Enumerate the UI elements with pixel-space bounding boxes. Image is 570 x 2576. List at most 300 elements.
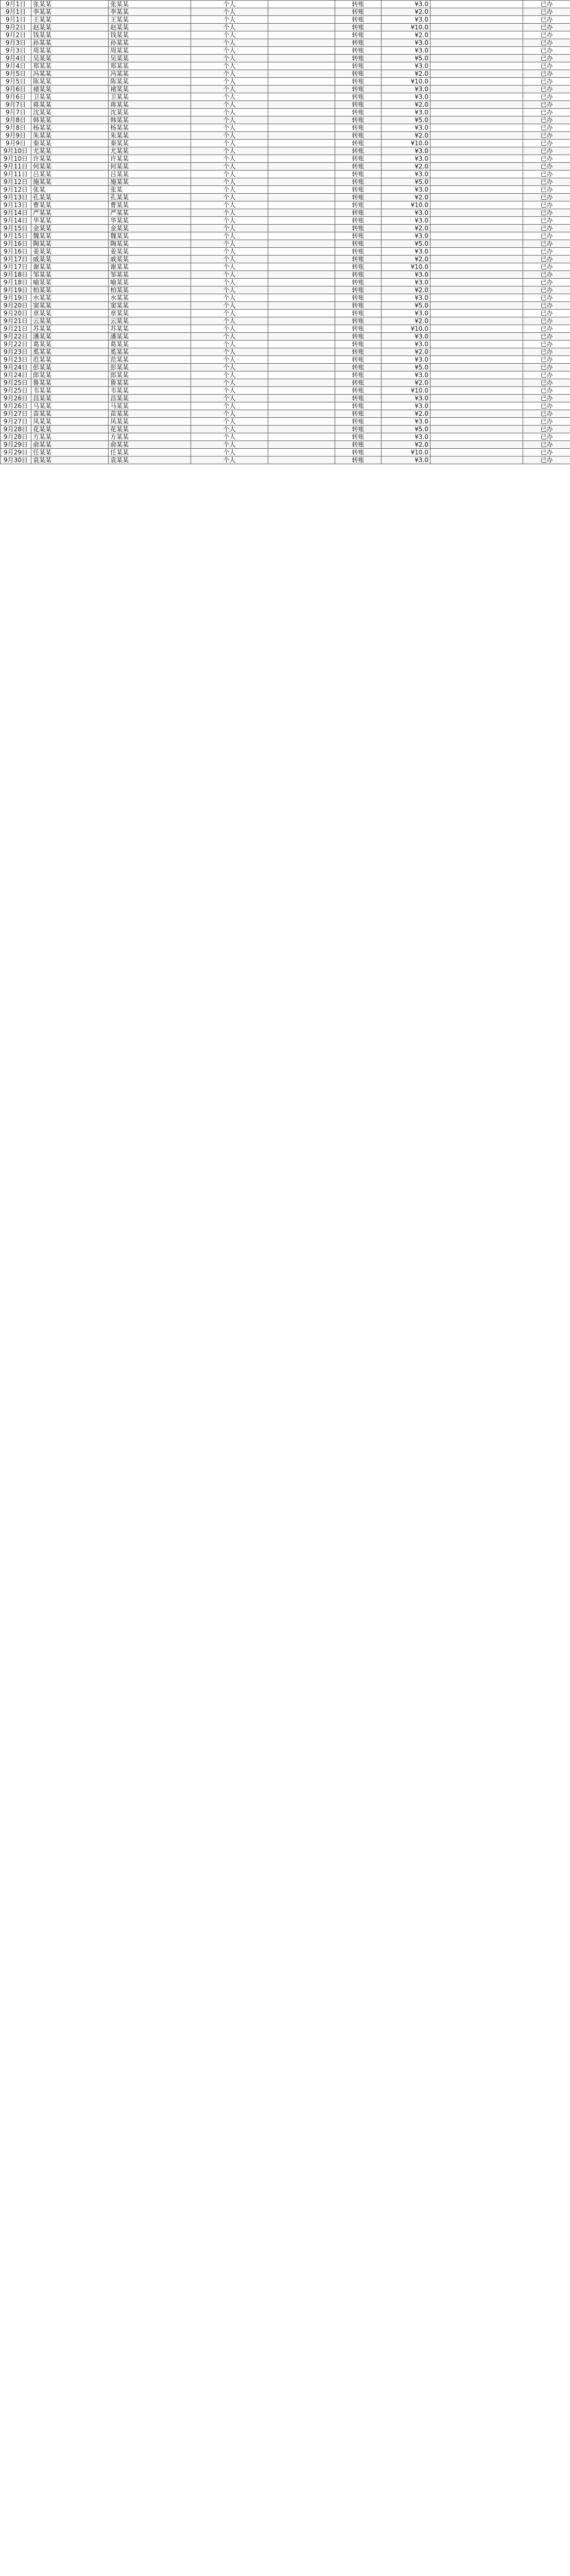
cell-purpose xyxy=(430,16,523,24)
cell-purpose xyxy=(430,356,523,364)
cell-date: 9月22日 xyxy=(1,341,31,348)
cell-purpose xyxy=(430,348,523,356)
cell-status: 已办 xyxy=(523,163,570,171)
table-row xyxy=(1,433,570,441)
cell-status: 已办 xyxy=(523,433,570,441)
ledger-body xyxy=(1,1,570,464)
cell-address xyxy=(268,395,335,402)
cell-payee: 李某某 xyxy=(109,8,191,16)
cell-amount: ¥3.0 xyxy=(382,371,430,379)
cell-payee: 何某某 xyxy=(109,163,191,171)
cell-status: 已办 xyxy=(523,217,570,225)
cell-address xyxy=(268,348,335,356)
cell-payment: 转账 xyxy=(335,78,382,86)
cell-purpose xyxy=(430,456,523,464)
cell-payee: 吕某某 xyxy=(109,171,191,178)
cell-purpose xyxy=(430,402,523,410)
cell-address xyxy=(268,341,335,348)
cell-amount: ¥3.0 xyxy=(382,147,430,155)
cell-date: 9月19日 xyxy=(1,294,31,302)
cell-purpose xyxy=(430,333,523,341)
cell-date: 9月18日 xyxy=(1,279,31,286)
cell-date: 9月17日 xyxy=(1,263,31,271)
cell-payment: 转账 xyxy=(335,456,382,464)
cell-address xyxy=(268,8,335,16)
cell-date: 9月6日 xyxy=(1,86,31,93)
cell-address xyxy=(268,1,335,8)
cell-payment: 转账 xyxy=(335,402,382,410)
cell-address xyxy=(268,364,335,371)
cell-address xyxy=(268,217,335,225)
cell-purpose xyxy=(430,364,523,371)
table-row xyxy=(1,124,570,132)
cell-payee: 沈某某 xyxy=(109,109,191,116)
cell-name: 张某 xyxy=(31,186,109,194)
cell-payment: 转账 xyxy=(335,147,382,155)
cell-date: 9月14日 xyxy=(1,209,31,217)
cell-purpose xyxy=(430,101,523,109)
cell-amount: ¥3.0 xyxy=(382,171,430,178)
cell-name: 蒋某某 xyxy=(31,101,109,109)
cell-payment: 转账 xyxy=(335,194,382,201)
cell-payment: 转账 xyxy=(335,317,382,325)
cell-payment: 转账 xyxy=(335,279,382,286)
cell-date: 9月8日 xyxy=(1,124,31,132)
cell-payment: 转账 xyxy=(335,31,382,39)
cell-name: 何某某 xyxy=(31,163,109,171)
cell-status: 已办 xyxy=(523,101,570,109)
cell-purpose xyxy=(430,410,523,418)
cell-date: 9月25日 xyxy=(1,387,31,395)
cell-address xyxy=(268,317,335,325)
cell-amount: ¥3.0 xyxy=(382,1,430,8)
cell-status: 已办 xyxy=(523,124,570,132)
cell-type: 个人 xyxy=(191,86,268,93)
cell-date: 9月20日 xyxy=(1,310,31,317)
cell-name: 水某某 xyxy=(31,294,109,302)
cell-type: 个人 xyxy=(191,441,268,449)
cell-address xyxy=(268,109,335,116)
cell-status: 已办 xyxy=(523,39,570,47)
cell-amount: ¥3.0 xyxy=(382,217,430,225)
cell-date: 9月23日 xyxy=(1,356,31,364)
cell-name: 喻某某 xyxy=(31,279,109,286)
cell-amount: ¥3.0 xyxy=(382,271,430,279)
cell-status: 已办 xyxy=(523,62,570,70)
cell-name: 云某某 xyxy=(31,317,109,325)
cell-amount: ¥2.0 xyxy=(382,317,430,325)
cell-payment: 转账 xyxy=(335,294,382,302)
cell-address xyxy=(268,302,335,310)
cell-payment: 转账 xyxy=(335,201,382,209)
cell-address xyxy=(268,433,335,441)
cell-status: 已办 xyxy=(523,449,570,456)
cell-payment: 转账 xyxy=(335,109,382,116)
cell-payment: 转账 xyxy=(335,8,382,16)
cell-payment: 转账 xyxy=(335,426,382,433)
cell-payment: 转账 xyxy=(335,186,382,194)
cell-payee: 云某某 xyxy=(109,317,191,325)
cell-purpose xyxy=(430,418,523,426)
cell-purpose xyxy=(430,194,523,201)
cell-payee: 苗某某 xyxy=(109,410,191,418)
table-row xyxy=(1,1,570,8)
cell-date: 9月13日 xyxy=(1,201,31,209)
cell-amount: ¥3.0 xyxy=(382,395,430,402)
cell-payee: 奚某某 xyxy=(109,348,191,356)
table-row xyxy=(1,418,570,426)
table-row xyxy=(1,333,570,341)
cell-name: 昌某某 xyxy=(31,395,109,402)
table-row xyxy=(1,456,570,464)
cell-status: 已办 xyxy=(523,240,570,248)
cell-payee: 俞某某 xyxy=(109,441,191,449)
cell-status: 已办 xyxy=(523,116,570,124)
table-row xyxy=(1,209,570,217)
table-row xyxy=(1,310,570,317)
cell-type: 个人 xyxy=(191,1,268,8)
table-row xyxy=(1,286,570,294)
cell-payment: 转账 xyxy=(335,163,382,171)
cell-name: 周某某 xyxy=(31,47,109,55)
cell-address xyxy=(268,286,335,294)
cell-date: 9月2日 xyxy=(1,24,31,31)
table-row xyxy=(1,86,570,93)
cell-type: 个人 xyxy=(191,163,268,171)
cell-purpose xyxy=(430,263,523,271)
cell-date: 9月21日 xyxy=(1,317,31,325)
cell-payee: 钱某某 xyxy=(109,31,191,39)
cell-amount: ¥3.0 xyxy=(382,124,430,132)
table-row xyxy=(1,402,570,410)
cell-name: 任某某 xyxy=(31,449,109,456)
cell-payment: 转账 xyxy=(335,449,382,456)
table-row xyxy=(1,147,570,155)
cell-amount: ¥3.0 xyxy=(382,294,430,302)
cell-payment: 转账 xyxy=(335,124,382,132)
cell-name: 袁某某 xyxy=(31,456,109,464)
cell-amount: ¥10.0 xyxy=(382,140,430,147)
table-row xyxy=(1,294,570,302)
table-row xyxy=(1,155,570,163)
cell-amount: ¥5.0 xyxy=(382,364,430,371)
cell-payee: 张某某 xyxy=(109,1,191,8)
cell-purpose xyxy=(430,93,523,101)
cell-status: 已办 xyxy=(523,109,570,116)
cell-address xyxy=(268,16,335,24)
cell-type: 个人 xyxy=(191,325,268,333)
cell-type: 个人 xyxy=(191,310,268,317)
cell-status: 已办 xyxy=(523,147,570,155)
cell-name: 钱某某 xyxy=(31,31,109,39)
cell-status: 已办 xyxy=(523,16,570,24)
cell-status: 已办 xyxy=(523,441,570,449)
table-row xyxy=(1,410,570,418)
cell-type: 个人 xyxy=(191,256,268,263)
cell-status: 已办 xyxy=(523,426,570,433)
cell-purpose xyxy=(430,371,523,379)
cell-payment: 转账 xyxy=(335,333,382,341)
cell-payee: 任某某 xyxy=(109,449,191,456)
cell-payee: 潘某某 xyxy=(109,333,191,341)
cell-address xyxy=(268,132,335,140)
cell-date: 9月12日 xyxy=(1,186,31,194)
cell-type: 个人 xyxy=(191,294,268,302)
cell-payee: 彭某某 xyxy=(109,364,191,371)
cell-amount: ¥3.0 xyxy=(382,356,430,364)
cell-name: 卫某某 xyxy=(31,93,109,101)
cell-name: 邹某某 xyxy=(31,271,109,279)
cell-address xyxy=(268,225,335,232)
cell-payee: 凤某某 xyxy=(109,418,191,426)
cell-date: 9月8日 xyxy=(1,116,31,124)
cell-address xyxy=(268,379,335,387)
cell-type: 个人 xyxy=(191,286,268,294)
cell-purpose xyxy=(430,147,523,155)
cell-status: 已办 xyxy=(523,225,570,232)
cell-payment: 转账 xyxy=(335,178,382,186)
cell-name: 王某某 xyxy=(31,16,109,24)
cell-address xyxy=(268,163,335,171)
cell-type: 个人 xyxy=(191,124,268,132)
cell-payment: 转账 xyxy=(335,101,382,109)
cell-purpose xyxy=(430,62,523,70)
cell-purpose xyxy=(430,155,523,163)
table-row xyxy=(1,348,570,356)
cell-amount: ¥3.0 xyxy=(382,155,430,163)
cell-type: 个人 xyxy=(191,178,268,186)
cell-purpose xyxy=(430,379,523,387)
cell-type: 个人 xyxy=(191,24,268,31)
cell-date: 9月4日 xyxy=(1,55,31,62)
cell-date: 9月10日 xyxy=(1,155,31,163)
cell-purpose xyxy=(430,240,523,248)
cell-address xyxy=(268,178,335,186)
cell-purpose xyxy=(430,132,523,140)
cell-type: 个人 xyxy=(191,201,268,209)
cell-status: 已办 xyxy=(523,263,570,271)
cell-address xyxy=(268,248,335,256)
cell-status: 已办 xyxy=(523,70,570,78)
cell-status: 已办 xyxy=(523,418,570,426)
cell-amount: ¥3.0 xyxy=(382,93,430,101)
cell-purpose xyxy=(430,31,523,39)
cell-amount: ¥5.0 xyxy=(382,55,430,62)
cell-address xyxy=(268,116,335,124)
cell-payee: 王某某 xyxy=(109,16,191,24)
cell-payee: 杨某某 xyxy=(109,124,191,132)
cell-purpose xyxy=(430,209,523,217)
cell-status: 已办 xyxy=(523,86,570,93)
cell-date: 9月22日 xyxy=(1,333,31,341)
cell-purpose xyxy=(430,217,523,225)
cell-type: 个人 xyxy=(191,371,268,379)
cell-address xyxy=(268,271,335,279)
cell-purpose xyxy=(430,325,523,333)
cell-date: 9月15日 xyxy=(1,232,31,240)
cell-address xyxy=(268,325,335,333)
cell-status: 已办 xyxy=(523,294,570,302)
cell-type: 个人 xyxy=(191,101,268,109)
cell-amount: ¥10.0 xyxy=(382,325,430,333)
cell-payee: 窦某某 xyxy=(109,302,191,310)
cell-payee: 袁某某 xyxy=(109,456,191,464)
cell-date: 9月21日 xyxy=(1,325,31,333)
cell-purpose xyxy=(430,186,523,194)
cell-type: 个人 xyxy=(191,333,268,341)
cell-type: 个人 xyxy=(191,426,268,433)
cell-name: 柏某某 xyxy=(31,286,109,294)
cell-payee: 孙某某 xyxy=(109,39,191,47)
cell-purpose xyxy=(430,39,523,47)
cell-payment: 转账 xyxy=(335,155,382,163)
cell-address xyxy=(268,426,335,433)
cell-name: 郎某某 xyxy=(31,371,109,379)
cell-date: 9月27日 xyxy=(1,410,31,418)
cell-purpose xyxy=(430,86,523,93)
cell-date: 9月9日 xyxy=(1,132,31,140)
cell-date: 9月16日 xyxy=(1,240,31,248)
table-row xyxy=(1,379,570,387)
cell-type: 个人 xyxy=(191,140,268,147)
cell-address xyxy=(268,387,335,395)
cell-status: 已办 xyxy=(523,333,570,341)
cell-payment: 转账 xyxy=(335,364,382,371)
cell-type: 个人 xyxy=(191,302,268,310)
cell-type: 个人 xyxy=(191,55,268,62)
cell-status: 已办 xyxy=(523,302,570,310)
cell-name: 许某某 xyxy=(31,155,109,163)
cell-type: 个人 xyxy=(191,248,268,256)
table-row xyxy=(1,8,570,16)
cell-payee: 魏某某 xyxy=(109,232,191,240)
cell-purpose xyxy=(430,387,523,395)
cell-amount: ¥10.0 xyxy=(382,78,430,86)
cell-name: 金某某 xyxy=(31,225,109,232)
cell-address xyxy=(268,93,335,101)
cell-payee: 柏某某 xyxy=(109,286,191,294)
cell-amount: ¥3.0 xyxy=(382,86,430,93)
cell-type: 个人 xyxy=(191,271,268,279)
cell-amount: ¥2.0 xyxy=(382,348,430,356)
cell-type: 个人 xyxy=(191,194,268,201)
cell-name: 吕某某 xyxy=(31,171,109,178)
cell-name: 吴某某 xyxy=(31,55,109,62)
cell-date: 9月26日 xyxy=(1,402,31,410)
cell-status: 已办 xyxy=(523,310,570,317)
cell-date: 9月25日 xyxy=(1,379,31,387)
cell-payment: 转账 xyxy=(335,24,382,31)
cell-date: 9月3日 xyxy=(1,47,31,55)
cell-payment: 转账 xyxy=(335,441,382,449)
cell-purpose xyxy=(430,441,523,449)
cell-payee: 冯某某 xyxy=(109,70,191,78)
cell-type: 个人 xyxy=(191,402,268,410)
cell-amount: ¥2.0 xyxy=(382,132,430,140)
cell-date: 9月2日 xyxy=(1,31,31,39)
cell-purpose xyxy=(430,317,523,325)
cell-address xyxy=(268,263,335,271)
cell-type: 个人 xyxy=(191,70,268,78)
cell-status: 已办 xyxy=(523,371,570,379)
cell-date: 9月20日 xyxy=(1,302,31,310)
cell-type: 个人 xyxy=(191,240,268,248)
cell-name: 沈某某 xyxy=(31,109,109,116)
cell-name: 范某某 xyxy=(31,356,109,364)
cell-payment: 转账 xyxy=(335,418,382,426)
cell-date: 9月4日 xyxy=(1,62,31,70)
cell-address xyxy=(268,356,335,364)
cell-address xyxy=(268,240,335,248)
cell-payee: 马某某 xyxy=(109,402,191,410)
cell-type: 个人 xyxy=(191,209,268,217)
table-row xyxy=(1,24,570,31)
cell-payee: 赵某某 xyxy=(109,24,191,31)
cell-status: 已办 xyxy=(523,348,570,356)
cell-purpose xyxy=(430,47,523,55)
cell-address xyxy=(268,55,335,62)
cell-type: 个人 xyxy=(191,364,268,371)
cell-payment: 转账 xyxy=(335,348,382,356)
cell-status: 已办 xyxy=(523,271,570,279)
cell-name: 窦某某 xyxy=(31,302,109,310)
cell-date: 9月27日 xyxy=(1,418,31,426)
cell-status: 已办 xyxy=(523,387,570,395)
cell-amount: ¥5.0 xyxy=(382,426,430,433)
cell-type: 个人 xyxy=(191,410,268,418)
table-row xyxy=(1,132,570,140)
cell-purpose xyxy=(430,395,523,402)
cell-address xyxy=(268,140,335,147)
cell-name: 郑某某 xyxy=(31,62,109,70)
cell-name: 戚某某 xyxy=(31,256,109,263)
cell-purpose xyxy=(430,341,523,348)
table-row xyxy=(1,271,570,279)
cell-amount: ¥3.0 xyxy=(382,279,430,286)
table-row xyxy=(1,109,570,116)
cell-name: 谢某某 xyxy=(31,263,109,271)
cell-payee: 韩某某 xyxy=(109,116,191,124)
cell-status: 已办 xyxy=(523,248,570,256)
cell-name: 冯某某 xyxy=(31,70,109,78)
cell-payee: 秦某某 xyxy=(109,140,191,147)
table-row xyxy=(1,256,570,263)
cell-status: 已办 xyxy=(523,286,570,294)
cell-type: 个人 xyxy=(191,186,268,194)
cell-payee: 方某某 xyxy=(109,433,191,441)
table-row xyxy=(1,317,570,325)
cell-status: 已办 xyxy=(523,171,570,178)
cell-date: 9月1日 xyxy=(1,8,31,16)
cell-amount: ¥3.0 xyxy=(382,186,430,194)
cell-address xyxy=(268,62,335,70)
cell-name: 魏某某 xyxy=(31,232,109,240)
cell-payment: 转账 xyxy=(335,310,382,317)
cell-status: 已办 xyxy=(523,47,570,55)
cell-address xyxy=(268,418,335,426)
cell-payment: 转账 xyxy=(335,116,382,124)
cell-payment: 转账 xyxy=(335,433,382,441)
cell-amount: ¥3.0 xyxy=(382,456,430,464)
cell-status: 已办 xyxy=(523,279,570,286)
table-row xyxy=(1,325,570,333)
cell-address xyxy=(268,209,335,217)
cell-date: 9月12日 xyxy=(1,178,31,186)
cell-payment: 转账 xyxy=(335,232,382,240)
cell-status: 已办 xyxy=(523,325,570,333)
cell-purpose xyxy=(430,310,523,317)
cell-status: 已办 xyxy=(523,364,570,371)
